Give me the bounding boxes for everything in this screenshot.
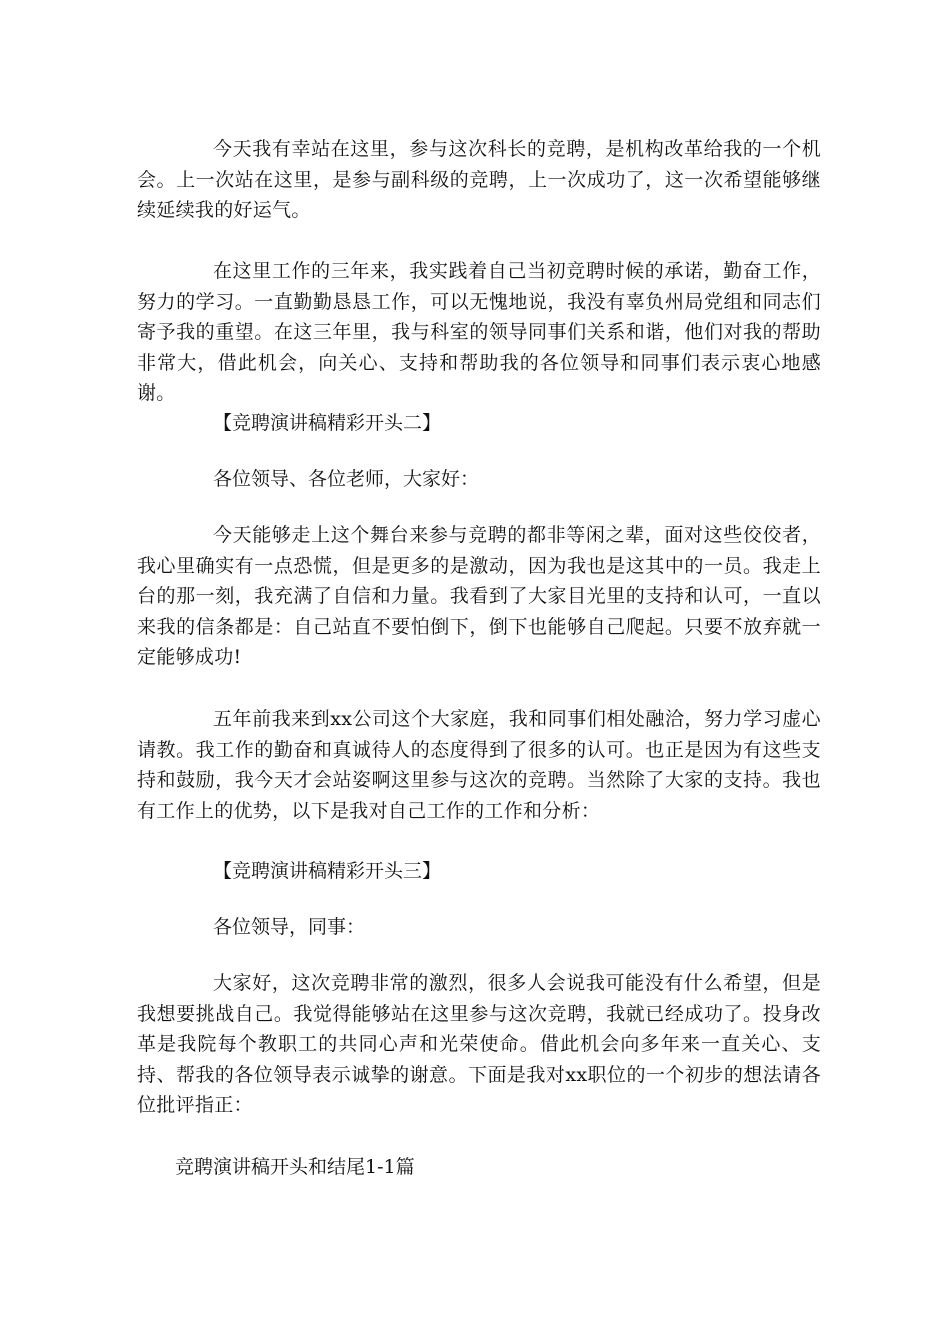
paragraph-five-years: 五年前我来到xx公司这个大家庭，我和同事们相处融洽，努力学习虚心请教。我工作的勤奋和真诚待人的态度得到了很多的认可。也正是因为有这些支持和鼓励，我今天才会站姿啊这里参与这次的竞聘。当然除了大家的支持。我也有工作上的优势，以下是我对自己工作的工作和分析： xyxy=(137,708,821,822)
paragraph-stage: 今天能够走上这个舞台来参与竞聘的都非等闲之辈，面对这些佼佼者，我心里确实有一点恐慌，但是更多的是激动，因为我也是这其中的一员。我走上台的那一刻，我充满了自信和力量。我看到了大家目光里的支持和认可，一直以来我的信条都是：自己站直不要怕倒下，倒下也能够自己爬起。只要不放弃就一定能够成功! xyxy=(137,524,821,668)
document-footer-title: 竞聘演讲稿开头和结尾1-1篇 xyxy=(175,1156,415,1178)
section-heading-two: 【竞聘演讲稿精彩开头二】 xyxy=(213,412,442,434)
paragraph-intro: 今天我有幸站在这里，参与这次科长的竞聘，是机构改革给我的一个机会。上一次站在这里，是参与副科级的竞聘，上一次成功了，这一次希望能够继续延续我的好运气。 xyxy=(137,138,821,221)
greeting-three: 各位领导，同事： xyxy=(213,916,366,938)
paragraph-three-years: 在这里工作的三年来，我实践着自己当初竞聘时候的承诺，勤奋工作，努力的学习。一直勤勤恳恳工作，可以无愧地说，我没有辜负州局党组和同志们寄予我的重望。在这三年里，我与科室的领导同事们关系和谐，他们对我的帮助非常大，借此机会，向关心、支持和帮助我的各位领导和同事们表示衷心地感谢。 xyxy=(137,260,821,404)
greeting-two: 各位领导、各位老师，大家好： xyxy=(213,468,480,490)
paragraph-challenge: 大家好，这次竞聘非常的激烈，很多人会说我可能没有什么希望，但是我想要挑战自己。我觉得能够站在这里参与这次竞聘，我就已经成功了。投身改革是我院每个教职工的共同心声和光荣使命。借此机会向多年来一直关心、支持、帮我的各位领导表示诚挚的谢意。下面是我对xx职位的一个初步的想法请各位批评指正： xyxy=(137,972,821,1116)
section-heading-three: 【竞聘演讲稿精彩开头三】 xyxy=(213,860,442,882)
